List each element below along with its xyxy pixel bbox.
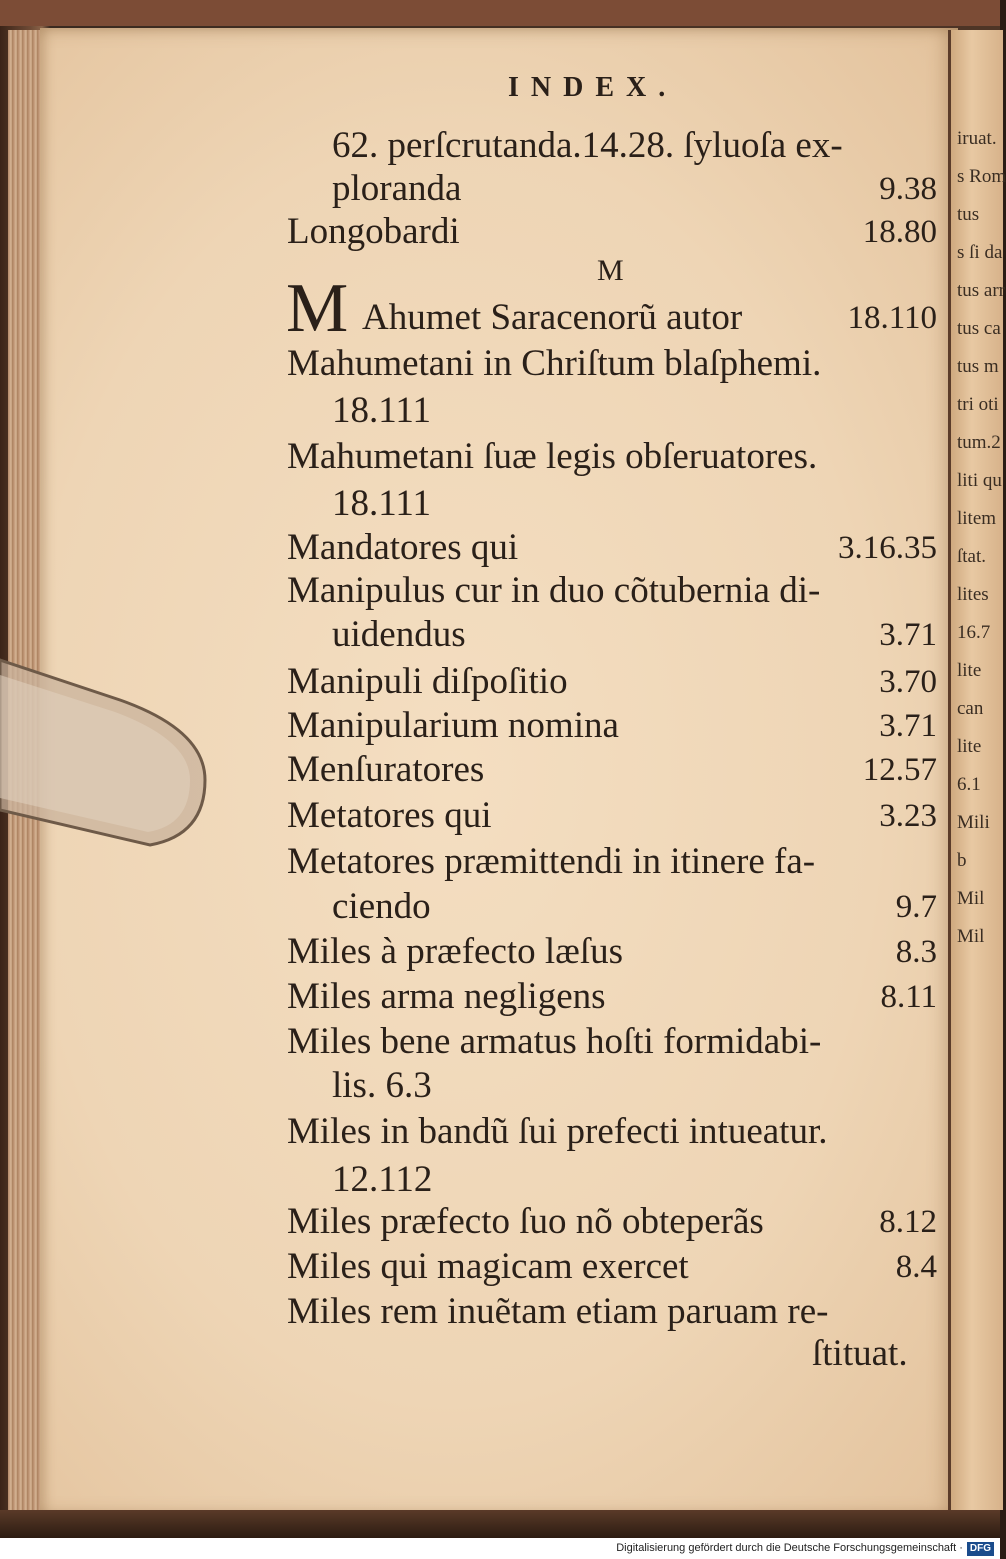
next-page-fragment: tus m (957, 356, 999, 377)
index-entry: lis. 6.3 (332, 1065, 432, 1106)
page-reference: 8.3 (895, 934, 937, 970)
next-page-fragment: s ſi da (957, 242, 1003, 263)
index-entry: ſtituat. (812, 1333, 908, 1374)
index-entry: Miles rem inuẽtam etiam paruam re- (287, 1291, 829, 1332)
next-page-fragment: liti qu (957, 470, 1002, 491)
next-page-fragment: tus arr (957, 280, 1006, 301)
index-entry: Manipulus cur in duo cõtubernia di- (287, 570, 821, 611)
page-reference: 9.7 (895, 889, 937, 925)
page-reference: 3.71 (879, 617, 937, 653)
page-reference: 3.23 (879, 798, 937, 834)
index-entry: uidendus 3.71 (332, 614, 937, 655)
page-reference: 18.80 (862, 214, 937, 250)
next-page-fragment: litem (957, 508, 997, 529)
next-page-fragment: tus ca (957, 318, 1001, 339)
index-entry: ciendo 9.7 (332, 886, 937, 927)
index-entry: Mahumetani ſuæ legis obſeruatores. (287, 436, 818, 477)
index-entry: Miles à præfecto læſus 8.3 (287, 931, 937, 972)
index-entry: Mandatores qui 3.16.35 (287, 527, 937, 568)
drop-cap: M (286, 270, 349, 347)
index-entry: Metatores præmittendi in itinere fa- (287, 841, 816, 882)
dfg-logo: DFG (967, 1542, 994, 1556)
index-entry: Manipuli diſpoſitio 3.70 (287, 661, 937, 702)
next-page-fragment: iruat. (957, 128, 997, 149)
page-reference: 18.110 (847, 300, 937, 336)
next-page-fragment: b (957, 850, 967, 871)
page-reference: 8.11 (880, 979, 937, 1015)
index-entry: Ahumet Saracenorũ autor 18.110 (362, 297, 937, 338)
book-bottom-edge (0, 1510, 1000, 1538)
section-letter: M (597, 254, 624, 287)
next-page-fragment: tus (957, 204, 980, 225)
next-page-fragment: lite (957, 660, 982, 681)
next-page-fragment: can (957, 698, 984, 719)
next-page-fragment: 16.7 (957, 622, 991, 643)
footer-credit: Digitalisierung gefördert durch die Deutsche Forschungsgemeinschaft · (616, 1542, 963, 1554)
digitization-footer (0, 1538, 1000, 1559)
page-header: INDEX. (508, 72, 678, 103)
index-entry: 18.111 (332, 483, 432, 524)
index-entry: Metatores qui 3.23 (287, 795, 937, 836)
index-entry: Miles arma negligens 8.11 (287, 976, 937, 1017)
next-page-fragment: lite (957, 736, 982, 757)
page-reference: 8.12 (879, 1204, 937, 1240)
page-reference: 3.70 (879, 664, 937, 700)
next-page-fragment: Mili (957, 812, 990, 833)
next-page-fragment: tum.2 (957, 432, 1001, 453)
next-page-fragment: lites (957, 584, 989, 605)
index-entry: Longobardi 18.80 (287, 211, 937, 252)
next-page-fragment: ſtat. (957, 546, 987, 567)
index-entry: 62. perſcrutanda.14.28. ſyluoſa ex- (332, 125, 843, 166)
index-entry: Miles præfecto ſuo nõ obteperãs 8.12 (287, 1201, 937, 1242)
index-entry: Mahumetani in Chriſtum blaſphemi. (287, 343, 822, 384)
page-reference: 3.16.35 (838, 530, 937, 566)
index-entry: 12.112 (332, 1159, 433, 1200)
page-reference: 8.4 (895, 1249, 937, 1285)
index-entry: Manipularium nomina 3.71 (287, 705, 937, 746)
page-reference: 12.57 (862, 752, 937, 788)
index-entry: 18.111 (332, 390, 432, 431)
index-entry: Miles bene armatus hoſti formidabi- (287, 1021, 822, 1062)
next-page-fragment: tri oti (957, 394, 999, 415)
next-page-fragment: s Rom (957, 166, 1006, 187)
next-page-fragment: Mil (957, 926, 985, 947)
next-page-fragment: 6.1 (957, 774, 981, 795)
page-reference: 3.71 (879, 708, 937, 744)
index-entry: Miles qui magicam exercet 8.4 (287, 1246, 937, 1287)
next-page-fragment: Mil (957, 888, 985, 909)
index-entry: Menſuratores 12.57 (287, 749, 937, 790)
index-entry: Miles in bandũ ſui prefecti intueatur. (287, 1111, 828, 1152)
page-reference: 9.38 (879, 171, 937, 207)
index-entry: ploranda 9.38 (332, 168, 937, 209)
